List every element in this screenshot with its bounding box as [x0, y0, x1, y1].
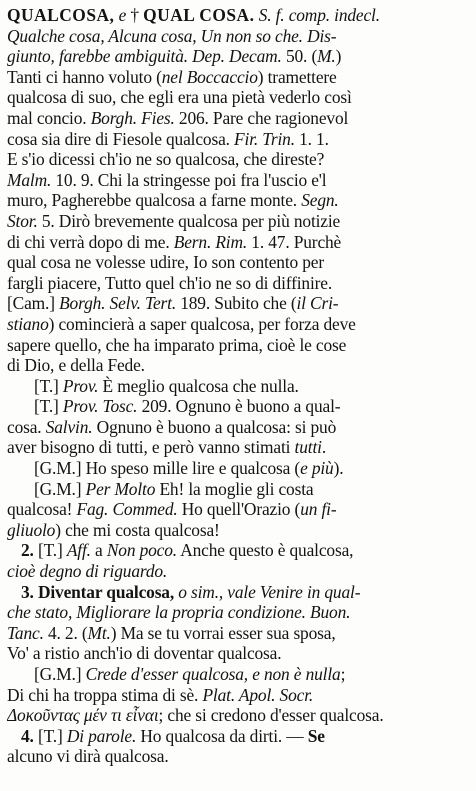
text-run: M. [317, 46, 336, 67]
text-run: ). [333, 458, 344, 479]
text-line [7, 314, 469, 335]
variant-headword: QUAL COSA. [143, 5, 255, 25]
text-run: 4. [21, 725, 38, 746]
text-line [7, 705, 469, 726]
text-run: Mt. [87, 622, 111, 643]
text-run: 206. Pare che ragionevol [174, 107, 349, 128]
text-run: [T.] [34, 396, 63, 417]
dagger-mark: † [130, 5, 139, 25]
text-run: Anche questo è qualcosa, [176, 540, 354, 561]
text-run: [G.M.] [34, 664, 86, 684]
text-run: Salvin. [45, 416, 93, 437]
text-run: Crede d'esser qualcosa, e non è nulla [85, 664, 341, 684]
text-run: 50. ( [281, 46, 318, 67]
text-run: nel Boccaccio [161, 66, 258, 87]
text-run: un fi- [300, 499, 337, 520]
entry-body [7, 26, 469, 767]
text-run: Borgh. Selv. Tert. [59, 293, 177, 314]
text-line [7, 520, 469, 541]
text-line [7, 437, 469, 458]
text-line [7, 540, 469, 561]
text-run: [G.M.] Ho speso mille lire e qualcosa ( [34, 458, 301, 479]
text-run: Malm. [7, 169, 52, 190]
text-run: stiano [7, 313, 49, 334]
text-run: Bern. Rim. [173, 231, 248, 252]
text-line [7, 108, 469, 129]
text-run: Eh! la moglie gli costa [155, 478, 314, 499]
text-line [7, 252, 469, 273]
entry-header-line [7, 5, 469, 26]
text-run: 10. 9. Chi la stringesse poi fra l'uscio e'l [51, 169, 327, 190]
text-line [7, 211, 469, 232]
text-run: E s'io dicessi ch'io ne so qualcosa, che direste? [7, 149, 325, 170]
text-line [7, 170, 469, 191]
text-run: Tanti ci hanno voluto ( [7, 66, 162, 87]
text-run: Fag. Commed. [76, 499, 178, 520]
text-run: Qualche cosa, Alcuna cosa, Un non so che. Dis- [7, 25, 337, 46]
text-line [7, 726, 469, 747]
text-run: e più [300, 458, 334, 479]
text-run: Di parole. [66, 725, 137, 746]
text-run: cioè degno di riguardo. [7, 561, 168, 582]
text-line [7, 582, 469, 603]
text-line [7, 479, 469, 500]
text-line [7, 746, 469, 767]
text-run: qualcosa di suo, che egli era una pietà vederlo così [7, 87, 352, 108]
text-run: . [321, 437, 327, 458]
text-run: sapere quello, che ha imparato prima, cioè le cose [7, 334, 347, 355]
text-run: Prov. [62, 375, 99, 396]
text-run: che stato, Migliorare la propria condizione. Buon. [7, 602, 351, 623]
text-run: [Cam.] [7, 293, 60, 314]
text-run: Di chi ha troppa stima di sè. [7, 684, 203, 705]
text-line [7, 87, 469, 108]
headword: QUALCOSA, [7, 5, 115, 25]
text-run: qual cosa ne volesse udire, Io son contento per [7, 252, 324, 273]
text-run: Vo' a ristio anch'io di doventar qualcosa. [7, 643, 282, 664]
text-run: ) Ma se tu vorrai esser sua sposa, [110, 622, 336, 643]
text-run: alcuno vi dirà qualcosa. [7, 746, 169, 767]
text-run: qualcosa! [7, 499, 77, 520]
text-line [7, 664, 469, 685]
text-run: Tanc. [7, 622, 44, 643]
part-of-speech: S. f. [258, 5, 285, 25]
text-run: Segn. [301, 190, 339, 211]
grammar-note: comp. indecl. [288, 5, 380, 25]
text-run: gliuolo [7, 519, 56, 540]
text-run: ) tramettere [257, 66, 337, 87]
text-line [7, 643, 469, 664]
text-run: muro, Pagherebbe qualcosa a farne monte. [7, 190, 302, 211]
text-run: [T.] [37, 540, 67, 561]
text-line [7, 232, 469, 253]
text-run: È meglio qualcosa che nulla. [98, 375, 299, 396]
text-run: ) che mi costa qualcosa! [55, 519, 220, 540]
text-line [7, 273, 469, 294]
text-line [7, 129, 469, 150]
text-run: 1. 47. Purchè [247, 231, 342, 252]
text-line [7, 46, 469, 67]
text-run: ) [335, 46, 342, 67]
text-line [7, 293, 469, 314]
text-run: a [90, 540, 107, 561]
text-run: giunto, farebbe ambiguità. Dep. Decam. [7, 46, 282, 67]
text-run: Plat. Apol. Socr. [202, 684, 314, 705]
text-line [7, 376, 469, 397]
text-run: 5. Dirò brevemente qualcosa per più notizie [37, 210, 341, 231]
text-line [7, 561, 469, 582]
text-line [7, 602, 469, 623]
text-run: di Dio, e della Fede. [7, 355, 145, 376]
text-line [7, 499, 469, 520]
text-line [7, 149, 469, 170]
text-run: 4. 2. ( [43, 622, 88, 643]
text-run: o sim., vale Venire in qual- [174, 581, 361, 602]
text-run: Stor. [7, 210, 38, 231]
text-run: Prov. Tosc. [62, 396, 138, 417]
text-run: ) comincierà a saper qualcosa, per forza deve [48, 313, 356, 334]
text-line [7, 417, 469, 438]
text-run: [G.M.] [34, 478, 86, 499]
text-line [7, 335, 469, 356]
text-line [7, 623, 469, 644]
text-run: tutti [294, 437, 322, 458]
text-run: Se [307, 725, 325, 746]
text-run: [T.] [37, 725, 67, 746]
text-run: Per Molto [85, 478, 156, 499]
text-run: 1. 1. [294, 128, 329, 149]
text-run: 209. Ognuno è buono a qual- [137, 396, 341, 417]
text-run: [T.] [34, 375, 63, 396]
text-run: aver bisogno di tutti, e però vanno stimati [7, 437, 295, 458]
text-line [7, 67, 469, 88]
text-run: mal concio. [7, 107, 91, 128]
text-run: Ho quell'Orazio ( [177, 499, 301, 520]
text-line [7, 26, 469, 47]
text-run: cosa. [7, 416, 46, 437]
text-run: Ho qualcosa da dirti. — [136, 725, 308, 746]
text-run: Fir. Trin. [234, 128, 295, 149]
text-run: Borgh. Fies. [90, 107, 175, 128]
text-run: Non poco. [106, 540, 177, 561]
text-line [7, 396, 469, 417]
text-run: 189. Subito che ( [176, 293, 297, 314]
text-run: cosa sia dire di Fiesole qualcosa. [7, 128, 235, 149]
text-run: ; [340, 664, 346, 684]
text-line [7, 355, 469, 376]
text-run: Ognuno è buono a qualcosa: si può [92, 416, 337, 437]
text-run: 3. Diventar qualcosa, [21, 581, 175, 602]
text-line [7, 685, 469, 706]
text-run: di chi verrà dopo di me. [7, 231, 174, 252]
text-run: 2. [21, 540, 38, 561]
text-line [7, 190, 469, 211]
text-run: Aff. [66, 540, 91, 561]
text-run: Δοκοῦντας μέν τι εἶναι [7, 705, 159, 726]
variant-conjunction: e [118, 5, 127, 25]
text-line [7, 458, 469, 479]
text-run: il Cri- [296, 293, 339, 314]
text-run: fargli piacere, Tutto quel ch'io ne so di diffinire. [7, 272, 333, 293]
text-run: ; che si credono d'esser qualcosa. [158, 705, 384, 726]
